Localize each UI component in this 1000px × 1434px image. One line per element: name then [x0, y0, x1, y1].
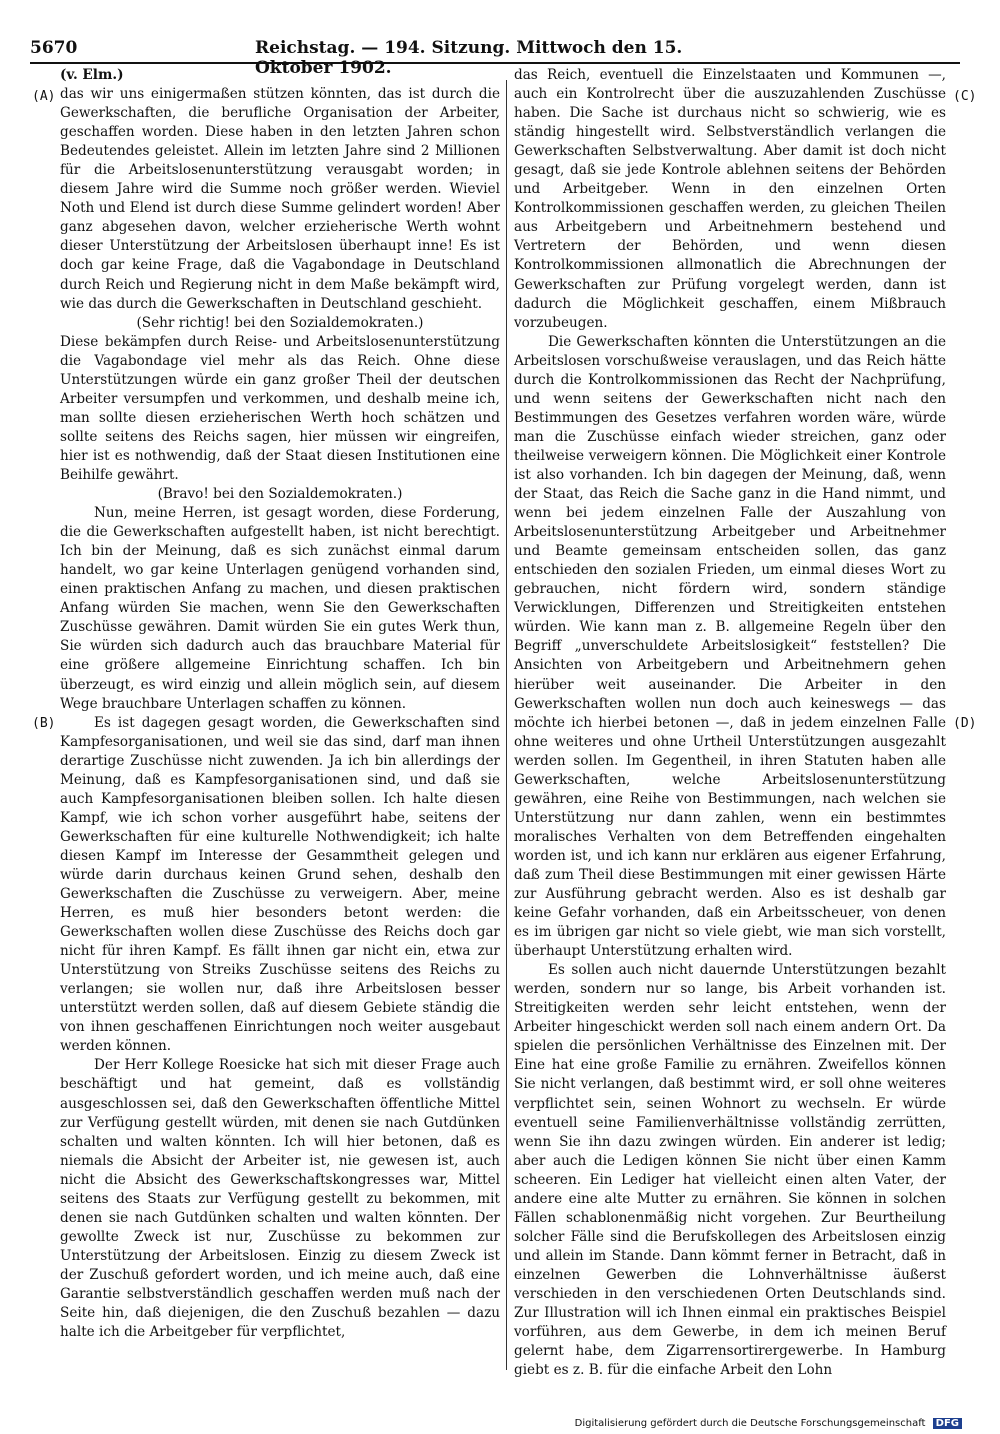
paragraph: das wir uns einigermaßen stützen könnten, das ist durch die Gewerkschaften, die berufliche Organisation der Arbeiter, geschaffen worden. Diese haben in den letzten Jahren schon Bedeutendes geleistet. Allein im letzten Jahre sind 2 Millionen für die Arbeitslosenunterstützung verausgabt worden; in diesem Jahre wird die Summe noch größer werden. Wieviel Noth und Elend ist durch diese Summe gelindert worden! Aber ganz abgesehen davon, welcher erzieherische Werth wohnt dieser Unterstützung der Arbeitslosen überhaupt inne! Es ist doch gar keine Frage, daß die Vagabondage in Deutschland durch Reich und Regierung nicht in dem Maße bekämpft wird, wie das durch die Gewerkschaften in Deutschland geschieht.: [60, 86, 500, 312]
interjection: (Sehr richtig! bei den Sozialdemokraten.): [136, 314, 424, 331]
paragraph: Es ist dagegen gesagt worden, die Gewerkschaften sind Kampfesorganisationen, und weil sie das sind, darf man ihnen derartige Zuschüsse nicht zuwenden. Ja ich bin allerdings der Meinung, daß es Kampfesorganisationen sind, und daß sie auch Kampfesorganisationen bleiben sollen. Ich halte diesen Kampf, wie ich schon vorher ausgeführt habe, seitens der Gewerkschaften für eine kulturelle Nothwendigkeit; ich halte diesen Kampf im Interesse der Gesammtheit gelegen und würde darin durchaus keinen Grund sehen, deshalb den Gewerkschaften die Zuschüsse zu verweigern. Aber, meine Herren, es muß hier besonders betont werden: die Gewerkschaften wollen diese Zuschüsse des Reichs doch gar nicht für ihren Kampf. Es fällt ihnen gar nicht ein, etwa zur Unterstützung von Streiks Zuschüsse seitens des Reichs zu verlangen; sie wollen nur, daß ihre Arbeitslosen besser unterstützt werden sollen, daß auf diesem Gebiete ständig die von ihnen geschaffenen Einrichtungen noch weiter ausgebaut werden können.: [60, 714, 500, 1055]
header-rule: [30, 62, 960, 64]
margin-marker-b: (B): [32, 716, 56, 731]
margin-marker-d: (D): [953, 716, 977, 731]
header-title: Reichstag. — 194. Sitzung. Mittwoch den 15. Oktober 1902.: [255, 38, 683, 78]
footer-credit-text: Digitalisierung gefördert durch die Deutsche Forschungsgemeinschaft: [574, 1418, 926, 1429]
dfg-logo: DFG: [933, 1418, 962, 1429]
paragraph: Die Gewerkschaften könnten die Unterstützungen an die Arbeitslosen vorschußweise verauslagen, und das Reich hätte durch die Kontrolkommissionen das Recht der Nachprüfung, und wenn seitens der Gewerkschaften nicht nach den Bestimmungen des Gesetzes verfahren worden wäre, würde man die Zuschüsse einfach wieder streichen, ganz oder theilweise verweigern können. Die Möglichkeit einer Kontrole ist also vorhanden. Ich bin dagegen der Meinung, daß, wenn der Staat, das Reich die Sache ganz in die Hand nimmt, und wenn bei jedem einzelnen Falle der Auszahlung von Arbeitslosenunterstützung Arbeitgeber und Arbeitnehmer und Beamte gemeinsam entscheiden sollen, das ganz entschieden den sozialen Frieden, um einmal dieses Wort zu gebrauchen, nicht fördern wird, sondern ständige Verwicklungen, Differenzen und Streitigkeiten entstehen würden. Wie kann man z. B. allgemeine Regeln über den Begriff „unverschuldete Arbeitslosigkeit“ feststellen? Die Ansichten von Arbeitgebern und Arbeitnehmern gehen hierüber weit auseinander. Die Arbeiter in den Gewerkschaften wollen nun doch auch keineswegs — das möchte ich hierbei betonen —, daß in jedem einzelnen Falle ohne weiteres und ohne Urtheil Unterstützungen ausgezahlt werden sollen. Im Gegentheil, in ihren Statuten haben alle Gewerkschaften, welche Arbeitslosenunterstützung gewähren, eine Reihe von Bestimmungen, nach welchen sie Unterstützung nur dann zahlen, wenn ein bestimmtes moralisches Verhalten von dem Betreffenden eingehalten worden ist, und ich kann nur erklären aus eigener Erfahrung, daß zum Theil diese Bestimmungen mit einer gewissen Härte zur Ausführung gebracht werden. Also es ist deshalb gar keine Gefahr vorhanden, daß ein Arbeitsscheuer, von denen es im übrigen gar nicht so viele giebt, wie man sich vorstellt, überhaupt Unterstützung erhalten wird.: [514, 333, 946, 960]
margin-marker-a: (A): [32, 89, 56, 104]
interjection: (Bravo! bei den Sozialdemokraten.): [157, 486, 403, 503]
paragraph: Der Herr Kollege Roesicke hat sich mit dieser Frage auch beschäftigt und hat gemeint, daß es vollständig ausgeschlossen sei, daß den Gewerkschaften öffentliche Mittel zur Verfügung gestellt würden, mit denen sie nach Gutdünken schalten und walten könnten. Ich will hier betonen, daß es niemals die Absicht der Arbeiter ist, nie gewesen ist, auch nicht die Absicht des Gewerkschaftskongresses war, Mittel seitens des Staats zur Verfügung gestellt zu bekommen, mit denen sie nach Gutdünken schalten und walten könnten. Der gewollte Zweck ist nur, Zuschüsse zu bekommen zur Unterstützung der Arbeitslosen. Einzig zu diesem Zweck ist der Zuschuß gefordert worden, und ich meine auch, daß eine Garantie selbstverständlich geschaffen werden muß nach der Seite hin, daß diejenigen, die den Zuschuß bezahlen — dazu halte ich die Arbeitgeber für verpflichtet,: [60, 1057, 500, 1341]
page-number: 5670: [30, 38, 78, 58]
margin-marker-c: (C): [953, 89, 977, 104]
paragraph: das Reich, eventuell die Einzelstaaten und Kommunen —, auch ein Kontrolrecht über die auszuzahlenden Zuschüsse haben. Die Sache ist durchaus nicht so schwierig, wie es ständig hingestellt wird. Selbstverständlich verlangen die Gewerkschaften Selbstverwaltung. Aber damit ist doch nicht gesagt, daß sie jede Kontrole ablehnen seitens der Behörden und Arbeitgeber. Wenn in den einzelnen Orten Kontrolkommissionen geschaffen werden, zu gleichen Theilen aus Arbeitgebern und Arbeitnehmern bestehend und Vertretern der Behörden, und wenn diesen Kontrolkommissionen allmonatlich die Abrechnungen der Gewerkschaften zur Prüfung vorgelegt werden, dann ist dadurch die Möglichkeit geschaffen, einem Mißbrauch vorzubeugen.: [514, 67, 946, 331]
footer-credit: [575, 1418, 962, 1429]
left-column: [60, 66, 500, 1342]
right-column: [514, 66, 946, 1380]
paragraph: Es sollen auch nicht dauernde Unterstützungen bezahlt werden, sondern nur so lange, bis Arbeit vorhanden ist. Streitigkeiten werden sehr leicht entstehen, wenn der Arbeiter hingeschickt werden soll nach einem andern Ort. Da spielen die persönlichen Verhältnisse des Einzelnen mit. Der Eine hat eine große Familie zu ernähren. Zweifellos können Sie nicht verlangen, daß bestimmt wird, er soll ohne weiteres verpflichtet sein, seinen Wohnort zu wechseln. Er würde eventuell seine Familienverhältnisse vollständig zerrütten, wenn Sie ihn dazu zwingen würden. Ein anderer ist ledig; aber auch die Ledigen können Sie nicht über einen Kamm scheeren. Ein Lediger hat vielleicht einen alten Vater, der andere eine alte Mutter zu ernähren. Sie können in solchen Fällen schablonenmäßig nicht vorgehen. Zur Beurtheilung solcher Fälle sind die Berufskollegen des Arbeitslosen einzig und allein im Stande. Dann kömmt ferner in Betracht, daß in einzelnen Gewerben die Lohnverhältnisse äußerst verschieden in den verschiedenen Orten Deutschlands sind. Zur Illustration will ich Ihnen einmal ein praktisches Beispiel vorführen, aus dem Gewerbe, in dem ich meinen Beruf gelernt habe, dem Zigarrensortirergewerbe. In Hamburg giebt es z. B. für die einfache Arbeit den Lohn: [514, 962, 946, 1379]
column-divider: [506, 80, 507, 1370]
paragraph: Nun, meine Herren, ist gesagt worden, diese Forderung, die die Gewerkschaften aufgestellt haben, ist nicht berechtigt. Ich bin der Meinung, daß es sich zunächst einmal darum handelt, wo gar keine Unterlagen genügend vorhanden sind, einen praktischen Anfang zu machen, und diesen praktischen Anfang würden Sie machen, wenn Sie den Gewerkschaften Zuschüsse gewähren. Damit würden Sie ein gutes Werk thun, Sie würden sich dadurch auch das brauchbare Material für eine größere allgemeine Einrichtung schaffen. Ich bin überzeugt, es wird einzig und allein möglich sein, auf diesem Wege brauchbare Unterlagen schaffen zu können.: [60, 505, 500, 712]
speaker-label: (v. Elm.): [60, 67, 124, 83]
paragraph: Diese bekämpfen durch Reise- und Arbeitslosenunterstützung die Vagabondage viel mehr als das Reich. Ohne diese Unterstützungen würde ein ganz großer Theil der deutschen Arbeiter versumpfen und verkommen, und deshalb meine ich, man sollte diesen erzieherischen Werth hoch schätzen und sollte seitens des Reichs sagen, hier müssen wir eingreifen, hier ist es nothwendig, daß der Staat diesen Institutionen eine Beihilfe gewährt.: [60, 333, 500, 483]
